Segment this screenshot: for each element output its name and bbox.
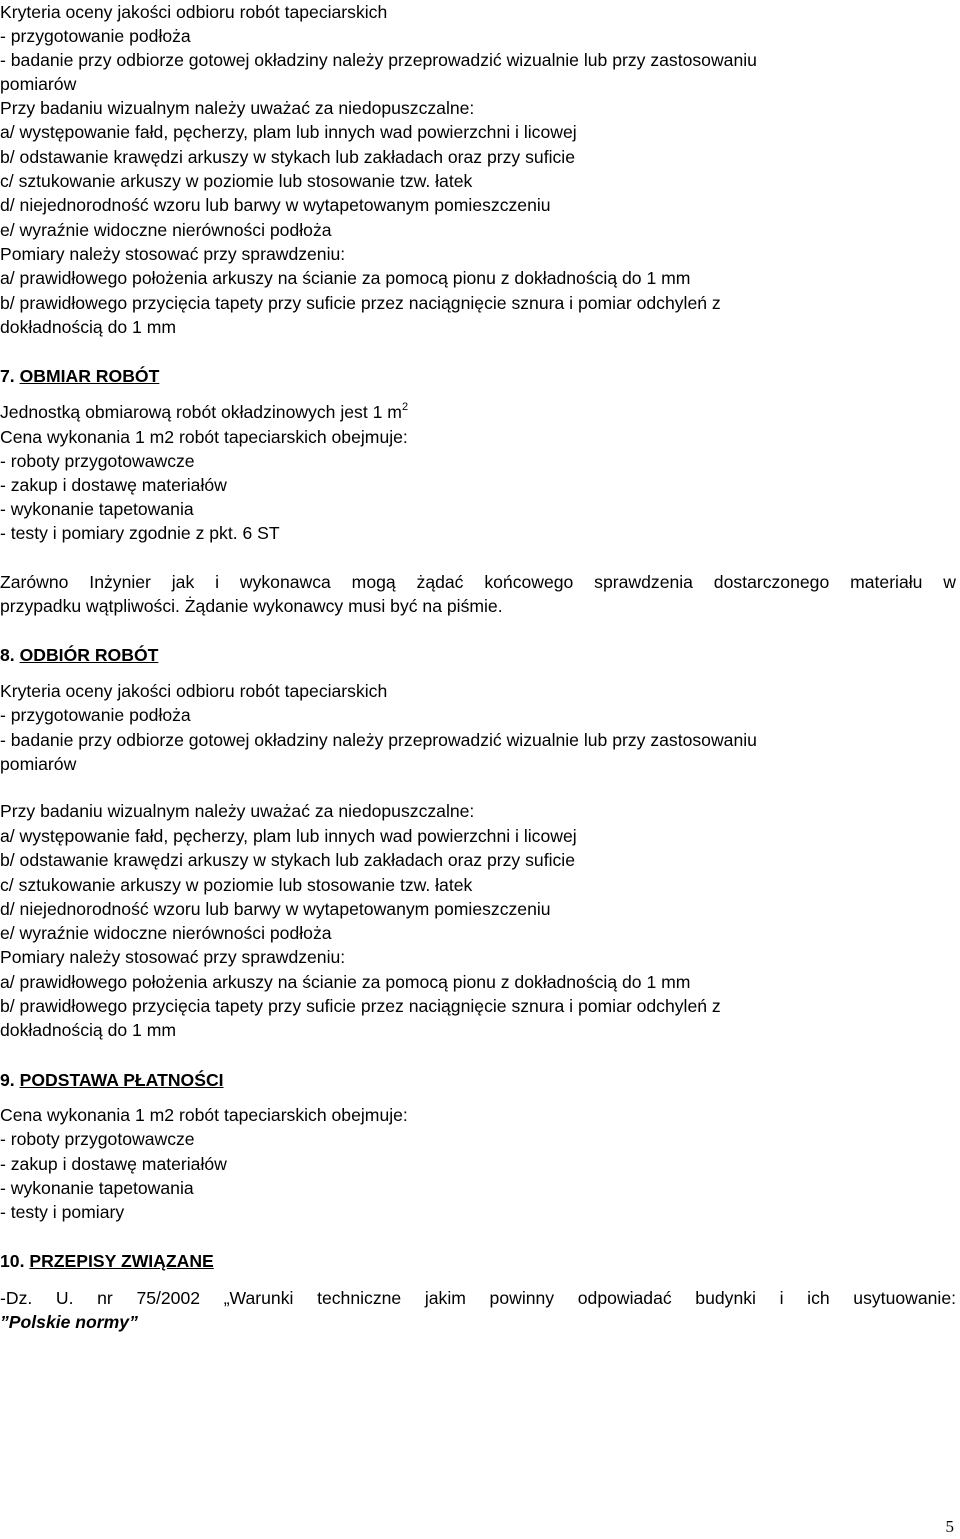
- section-number: 7.: [0, 366, 15, 386]
- text-line: dokładnością do 1 mm: [0, 1020, 177, 1040]
- section-number: 9.: [0, 1070, 15, 1090]
- text-line: - przygotowanie podłoża: [0, 26, 191, 46]
- justified-line: -Dz. U. nr 75/2002 „Warunki techniczne jakim powinny odpowiadać budynki i ich usytuowanie:: [0, 1288, 956, 1308]
- text-line: Pomiary należy stosować przy sprawdzeniu:: [0, 244, 346, 264]
- text-line: a/ prawidłowego położenia arkuszy na ścianie za pomocą pionu z dokładnością do 1 mm: [0, 268, 691, 288]
- unit-superscript: 2: [401, 401, 409, 413]
- text-line: d/ niejednorodność wzoru lub barwy w wytapetowanym pomieszczeniu: [0, 899, 551, 919]
- text-line: pomiarów: [0, 74, 77, 94]
- text-line: e/ wyraźnie widoczne nierówności podłoża: [0, 220, 332, 240]
- text-line-bold-italic: ”Polskie normy”: [0, 1312, 138, 1332]
- text-line: d/ niejednorodność wzoru lub barwy w wytapetowanym pomieszczeniu: [0, 195, 551, 215]
- text-line: Cena wykonania 1 m2 robót tapeciarskich obejmuje:: [0, 427, 408, 447]
- text-line: Kryteria oceny jakości odbioru robót tapeciarskich: [0, 2, 388, 22]
- text-line: Pomiary należy stosować przy sprawdzeniu:: [0, 947, 346, 967]
- text-line: c/ sztukowanie arkuszy w poziomie lub stosowanie tzw. łatek: [0, 875, 473, 895]
- text-line: a/ występowanie fałd, pęcherzy, plam lub innych wad powierzchni i licowej: [0, 826, 577, 846]
- text-line: - wykonanie tapetowania: [0, 499, 194, 519]
- section-heading-7: [0, 364, 159, 388]
- text-line: - zakup i dostawę materiałów: [0, 1154, 227, 1174]
- text-line: b/ prawidłowego przycięcia tapety przy suficie przez naciągnięcie sznura i pomiar odchyleń z: [0, 293, 721, 313]
- section-heading-10: [0, 1249, 214, 1273]
- text-line: Przy badaniu wizualnym należy uważać za niedopuszczalne:: [0, 98, 475, 118]
- page-number: 5: [945, 1517, 954, 1536]
- text-line: - testy i pomiary zgodnie z pkt. 6 ST: [0, 523, 280, 543]
- text-line: e/ wyraźnie widoczne nierówności podłoża: [0, 923, 332, 943]
- text-line: dokładnością do 1 mm: [0, 317, 177, 337]
- text-line: Kryteria oceny jakości odbioru robót tapeciarskich: [0, 681, 388, 701]
- section-heading-9: [0, 1068, 224, 1092]
- text-line: a/ prawidłowego położenia arkuszy na ścianie za pomocą pionu z dokładnością do 1 mm: [0, 972, 691, 992]
- text-line: a/ występowanie fałd, pęcherzy, plam lub innych wad powierzchni i licowej: [0, 122, 577, 142]
- text-line-unit: [0, 400, 408, 424]
- text-line: b/ prawidłowego przycięcia tapety przy suficie przez naciągnięcie sznura i pomiar odchyleń z: [0, 996, 721, 1016]
- section-title: PRZEPISY ZWIĄZANE: [29, 1251, 214, 1271]
- section-title: PODSTAWA PŁATNOŚCI: [19, 1070, 224, 1090]
- text-line: - roboty przygotowawcze: [0, 1129, 195, 1149]
- section-title: ODBIÓR ROBÓT: [19, 645, 159, 665]
- text-line: przypadku wątpliwości. Żądanie wykonawcy musi być na piśmie.: [0, 596, 503, 616]
- section-title: OBMIAR ROBÓT: [19, 366, 160, 386]
- section-heading-8: [0, 643, 158, 667]
- text-line: - testy i pomiary: [0, 1202, 125, 1222]
- text-line: Przy badaniu wizualnym należy uważać za niedopuszczalne:: [0, 801, 475, 821]
- text-line: b/ odstawanie krawędzi arkuszy w stykach lub zakładach oraz przy suficie: [0, 850, 575, 870]
- text-line: - roboty przygotowawcze: [0, 451, 195, 471]
- text-line: - przygotowanie podłoża: [0, 705, 191, 725]
- text-line: - badanie przy odbiorze gotowej okładziny należy przeprowadzić wizualnie lub przy zastosowaniu: [0, 730, 757, 750]
- text-line: - badanie przy odbiorze gotowej okładziny należy przeprowadzić wizualnie lub przy zastosowaniu: [0, 50, 757, 70]
- justified-line: Zarówno Inżynier jak i wykonawca mogą żądać końcowego sprawdzenia dostarczonego materiału w: [0, 572, 956, 592]
- unit-text: Jednostką obmiarową robót okładzinowych jest 1 m: [0, 402, 402, 422]
- text-line: pomiarów: [0, 754, 77, 774]
- section-number: 8.: [0, 645, 15, 665]
- text-line: Cena wykonania 1 m2 robót tapeciarskich obejmuje:: [0, 1105, 408, 1125]
- text-line: b/ odstawanie krawędzi arkuszy w stykach lub zakładach oraz przy suficie: [0, 147, 575, 167]
- text-line: - zakup i dostawę materiałów: [0, 475, 227, 495]
- text-line: c/ sztukowanie arkuszy w poziomie lub stosowanie tzw. łatek: [0, 171, 473, 191]
- text-line: - wykonanie tapetowania: [0, 1178, 194, 1198]
- section-number: 10.: [0, 1251, 25, 1271]
